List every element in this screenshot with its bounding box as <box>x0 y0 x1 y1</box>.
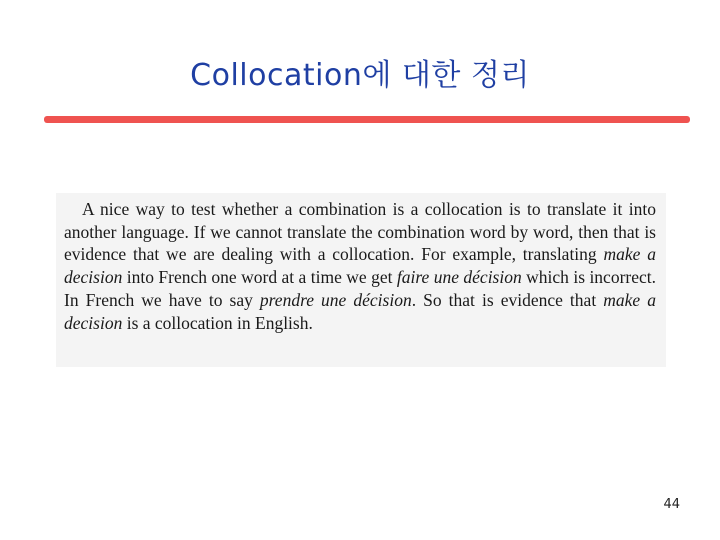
quote-segment: is a collocation in English. <box>122 312 313 333</box>
title-divider <box>44 116 690 123</box>
quote-paragraph <box>64 198 656 334</box>
quote-segment: A nice way to test whether a combination is a collocation is to translate it into another language. If we cannot translate the combination word by word, then that is evidence that we are dealing with a collocation. For example, translating <box>64 199 656 265</box>
quote-segment: into French one word at a time we get <box>122 267 397 288</box>
quote-segment-italic: faire une décision <box>396 267 522 288</box>
quote-segment: . So that is evidence that <box>411 289 604 310</box>
quote-segment: which is incorrect. In French we have to say <box>64 267 656 310</box>
slide-title: Collocation에 대한 정리 <box>190 58 530 93</box>
quote-segment-italic: prendre une décision <box>259 289 412 310</box>
page-number: 44 <box>663 497 680 512</box>
quote-segment-italic: make a decision <box>64 289 656 333</box>
quote-segment-italic: make a decision <box>64 244 656 288</box>
